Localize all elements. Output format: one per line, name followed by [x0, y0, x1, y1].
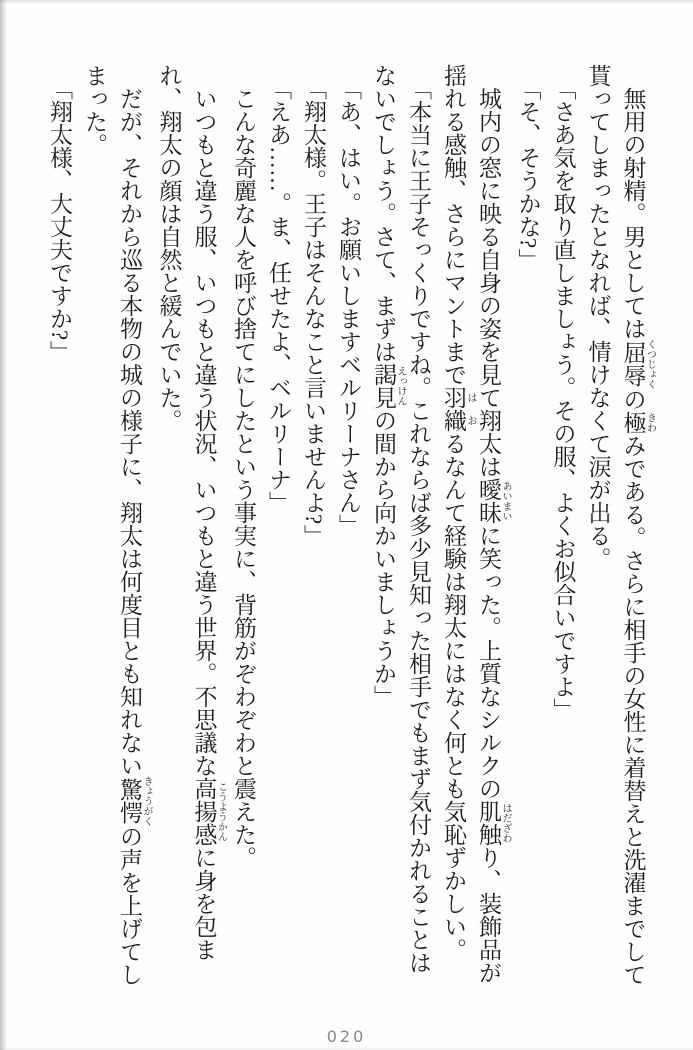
paragraph: 「あ、はい。お願いしますベルリーナさん」 [336, 76, 361, 537]
furigana-annotated-word: 屈辱 くつじょく [620, 339, 656, 389]
furigana-reading: は [465, 386, 476, 409]
paragraph: 無用の射精。男としては屈辱 くつじょくの極 きわみである。さらに相手の女性に着替えと洗濯までして貰ってしまったとなれば、情けなくて涙が出る。 [585, 64, 656, 986]
furigana-annotated-word: 驚愕 きょうがく [117, 776, 152, 826]
page-text [42, 64, 655, 989]
furigana-annotated-word: 肌触 はだざわ [476, 800, 511, 846]
paragraph: こんな奇麗な人を呼び捨てにしたという事実に、背筋がぞわぞわと震えた。 [231, 87, 256, 869]
furigana-reading: えっけん [395, 363, 406, 409]
furigana-annotated-word: 曖昧 あいまい [476, 478, 511, 524]
paragraph: 「えあ……。ま、任せたよ、ベルリーナ」 [266, 76, 291, 514]
paragraph: いつもと違う服、いつもと違う状況、いつもと違う世界。不思議な高揚感 こうようかんに身を包まれ、翔太の顔は自然と緩んでいた。 [156, 64, 227, 961]
paragraph: 「そ、そうかな?」 [515, 76, 541, 271]
furigana-annotated-word: 高揚感 こうようかん [191, 777, 227, 846]
furigana-reading: きわ [644, 411, 656, 434]
paragraph: 「本当に王子そっくりですね。これならば多少見知った相手でもまず気付かれることはないでしょう。さて、まずは謁見 えっけんの間から向かいましょうか」 [371, 64, 431, 974]
furigana-reading: はだざわ [500, 800, 511, 846]
scan-edge-shadow-left [0, 0, 7, 1050]
furigana-annotated-word: 織 お [441, 409, 476, 432]
furigana-annotated-word: 極 きわ [620, 411, 656, 434]
furigana-reading: くつじょく [644, 339, 656, 389]
paragraph: 「さあ気を取り直しましょう。その服、よくお似合いですよ」 [550, 76, 576, 721]
paragraph: 「翔太様。王子はそんなこと言いませんよ?」 [301, 76, 326, 547]
furigana-annotated-word: 羽 は [441, 386, 476, 409]
furigana-annotated-word: 謁見 えっけん [371, 363, 406, 409]
paragraph: 「翔太様、大丈夫ですか?」 [47, 76, 72, 363]
furigana-reading: あいまい [500, 478, 511, 524]
furigana-reading: きょうがく [141, 776, 152, 826]
paragraph: だが、それから巡る本物の城の様子に、翔太は何度目とも知れない驚愕 きょうがくの声を上げてしまった。 [82, 64, 152, 986]
page-number: 020 [326, 1027, 367, 1046]
furigana-reading: お [465, 409, 476, 432]
paragraph: 城内の窓に映る自身の姿を見て翔太は曖昧 あいまいに笑った。上質なシルクの肌触 はだざわり、装飾品が揺れる感触、さらにマントまで羽 は織 おるなんて経験は翔太にはなく何とも気恥ずかしい。 [441, 64, 511, 984]
furigana-reading: こうようかん [215, 777, 227, 846]
scan-edge-shadow-top [0, 0, 693, 4]
